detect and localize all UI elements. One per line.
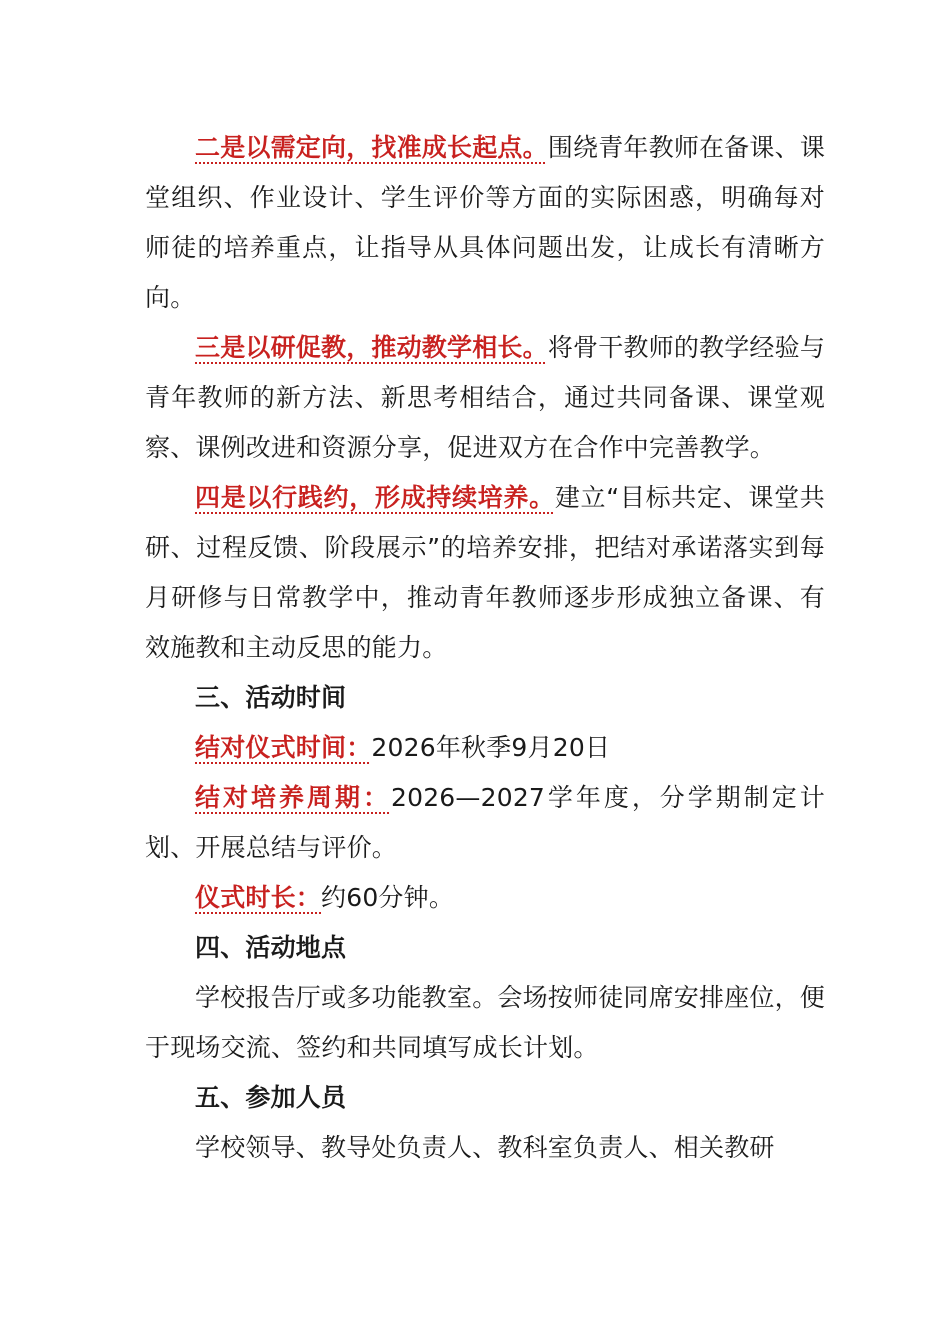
ceremony-time-label: 结对仪式时间：	[195, 733, 372, 762]
paragraph-needs-orientation	[145, 123, 825, 323]
paragraph-text: 将骨干教师的教学经验与青年教师的新方法、新思考相结合，通过共同备课、课堂观察、课例改进和资源分享，促进双方在合作中完善教学。	[145, 333, 826, 462]
ceremony-duration-line	[145, 873, 825, 923]
paragraph-text: 围绕青年教师在备课、课堂组织、作业设计、学生评价等方面的实际困惑，明确每对师徒的培养重点，让指导从具体问题出发，让成长有清晰方向。	[145, 133, 826, 312]
paragraph-research-teaching	[145, 323, 825, 473]
ceremony-duration-label: 仪式时长：	[195, 883, 322, 912]
people-paragraph: 学校领导、教导处负责人、教科室负责人、相关教研	[195, 1133, 775, 1162]
training-period-label: 结对培养周期：	[195, 783, 391, 812]
section-heading-place: 四、活动地点	[195, 933, 347, 962]
section-heading-people: 五、参加人员	[195, 1083, 347, 1112]
ceremony-time-value: 2026年秋季9月20日	[371, 733, 611, 762]
ceremony-time-line	[145, 723, 825, 773]
key-point-lead: 三是以研促教，推动教学相长。	[195, 333, 548, 362]
paragraph-continuous-training	[145, 473, 825, 673]
section-heading-time: 三、活动时间	[195, 683, 347, 712]
ceremony-duration-value: 约60分钟。	[321, 883, 455, 912]
key-point-lead: 四是以行践约，形成持续培养。	[195, 483, 555, 512]
document-body	[145, 123, 825, 1173]
paragraph-text: 建立“目标共定、课堂共研、过程反馈、阶段展示”的培养安排，把结对承诺落实到每月研修与日常教学中，推动青年教师逐步形成独立备课、有效施教和主动反思的能力。	[145, 483, 825, 662]
training-period-value: 2026—2027学年度，分学期制定计划、开展总结与评价。	[145, 783, 825, 862]
place-paragraph: 学校报告厅或多功能教室。会场按师徒同席安排座位，便于现场交流、签约和共同填写成长计划。	[145, 983, 826, 1062]
key-point-lead: 二是以需定向，找准成长起点。	[195, 133, 548, 162]
training-period-line	[145, 773, 825, 873]
